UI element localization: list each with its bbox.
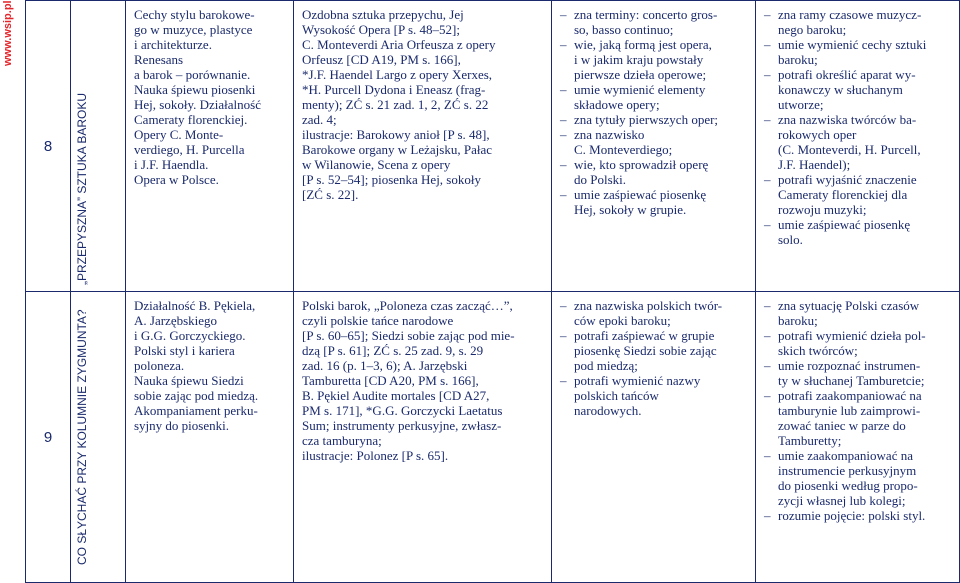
- requirement-text: umie zaśpiewać piosenkę: [778, 217, 911, 232]
- requirement-text: zna sytuację Polski czasów: [778, 298, 920, 313]
- requirement-item: – umie zaśpiewać piosenkę: [560, 187, 707, 202]
- lesson-materials-cell: [294, 292, 552, 583]
- materials-line: [ZĆ s. 22].: [302, 187, 359, 202]
- requirement-continuation: pod miedzą;: [574, 358, 638, 373]
- requirement-continuation: (C. Monteverdi, H. Purcell,: [778, 142, 921, 157]
- materials-line: Ozdobna sztuka przepychu, Jej: [302, 7, 464, 22]
- requirement-item: – zna sytuację Polski czasów: [764, 298, 920, 313]
- materials-line: [P s. 60–65]; Siedzi sobie zając pod mie-: [302, 328, 515, 343]
- requirement-item: – potrafi wymienić nazwy: [560, 373, 701, 388]
- requirement-continuation: instrumencie perkusyjnym: [778, 463, 917, 478]
- requirement-continuation: Tamburetty;: [778, 433, 842, 448]
- content-line: verdiego, H. Purcella: [134, 142, 245, 157]
- requirement-item: – potrafi zaśpiewać w grupie: [560, 328, 715, 343]
- lesson-topic-text: CO SŁYCHAĆ PRZY KOLUMNIE ZYGMUNTA?: [75, 309, 89, 565]
- content-line: poloneza.: [134, 358, 185, 373]
- requirement-item: – potrafi zaakompaniować na: [764, 388, 922, 403]
- requirement-item: – umie zaśpiewać piosenkę: [764, 217, 911, 232]
- content-line: Cechy stylu barokowe-: [134, 7, 255, 22]
- requirement-continuation: Hej, sokoły w grupie.: [574, 202, 687, 217]
- requirement-continuation: baroku;: [778, 313, 818, 328]
- lesson-materials-cell: [294, 1, 552, 292]
- lesson-topic: [71, 292, 126, 583]
- publisher-watermark: www.wsip.pl: [2, 0, 14, 66]
- requirement-continuation: polskich tańców: [574, 388, 659, 403]
- content-line: Hej, sokoły. Działalność: [134, 97, 261, 112]
- requirement-continuation: ców epoki baroku;: [574, 313, 671, 328]
- requirement-text: wie, kto sprowadził operę: [574, 157, 709, 172]
- requirement-continuation: zycji własnej lub kolegi;: [778, 493, 906, 508]
- requirement-item: – potrafi określić aparat wy-: [764, 67, 916, 82]
- requirement-text: zna nazwiska twórców ba-: [778, 112, 917, 127]
- content-line: Opera w Polsce.: [134, 172, 219, 187]
- table-row: [26, 1, 960, 292]
- requirement-text: potrafi wyjaśnić znaczenie: [778, 172, 917, 187]
- content-line: Nauka śpiewu Siedzi: [134, 373, 244, 388]
- lesson-number: 9: [26, 292, 71, 583]
- materials-line: Sum; instrumenty perkusyjne, zwłasz-: [302, 418, 502, 433]
- extended-requirements-cell: [756, 1, 960, 292]
- requirement-continuation: do piosenki według propo-: [778, 478, 918, 493]
- content-line: Cameraty florenckiej.: [134, 112, 248, 127]
- requirement-continuation: C. Monteverdiego;: [574, 142, 673, 157]
- requirement-continuation: solo.: [778, 232, 803, 247]
- content-line: Opery C. Monte-: [134, 127, 224, 142]
- requirement-item: – zna nazwiska polskich twór-: [560, 298, 723, 313]
- content-line: Nauka śpiewu piosenki: [134, 82, 256, 97]
- requirement-text: zna nazwisko: [574, 127, 645, 142]
- materials-line: zad. 4;: [302, 112, 337, 127]
- lesson-content-cell: [126, 1, 294, 292]
- lesson-content-cell: [126, 292, 294, 583]
- requirement-continuation: piosenkę Siedzi sobie zając: [574, 343, 717, 358]
- content-line: sobie zając pod miedzą.: [134, 388, 259, 403]
- content-line: Renesans: [134, 52, 184, 67]
- requirement-text: zna nazwiska polskich twór-: [574, 298, 723, 313]
- requirement-continuation: narodowych.: [574, 403, 642, 418]
- requirement-text: umie rozpoznać instrumen-: [778, 358, 921, 373]
- materials-line: Wysokość Opera [P s. 48–52];: [302, 22, 460, 37]
- requirement-continuation: zować taniec w parze do: [778, 418, 906, 433]
- requirement-text: wie, jaką formą jest opera,: [574, 37, 712, 52]
- materials-line: Orfeusz [CD A19, PM s. 166],: [302, 52, 461, 67]
- basic-requirements-cell: [552, 292, 756, 583]
- requirement-continuation: rozwoju muzyki;: [778, 202, 867, 217]
- requirement-text: umie zaśpiewać piosenkę: [574, 187, 707, 202]
- curriculum-table: [25, 0, 960, 583]
- materials-line: menty); ZĆ s. 21 zad. 1, 2, ZĆ s. 22: [302, 97, 489, 112]
- content-line: i G.G. Gorczyckiego.: [134, 328, 246, 343]
- basic-requirements-cell: [552, 1, 756, 292]
- content-line: a barok – porównanie.: [134, 67, 251, 82]
- requirement-item: – zna nazwisko: [560, 127, 645, 142]
- materials-line: cza tamburyna;: [302, 433, 382, 448]
- content-line: go w muzyce, plastyce: [134, 22, 253, 37]
- materials-line: *J.F. Haendel Largo z opery Xerxes,: [302, 67, 493, 82]
- content-line: Akompaniament perku-: [134, 403, 258, 418]
- materials-line: zad. 16 (p. 1–3, 6); A. Jarzębski: [302, 358, 468, 373]
- table-row: [26, 292, 960, 583]
- requirement-continuation: baroku;: [778, 52, 818, 67]
- requirement-continuation: ty w słuchanej Tamburetcie;: [778, 373, 925, 388]
- requirement-continuation: pierwsze dzieła operowe;: [574, 67, 707, 82]
- requirement-item: – potrafi wymienić dzieła pol-: [764, 328, 926, 343]
- requirement-text: potrafi zaśpiewać w grupie: [574, 328, 715, 343]
- materials-line: C. Monteverdi Aria Orfeusza z opery: [302, 37, 496, 52]
- requirement-continuation: so, basso continuo;: [574, 22, 674, 37]
- requirement-continuation: Cameraty florenckiej dla: [778, 187, 908, 202]
- requirement-continuation: utworze;: [778, 97, 824, 112]
- materials-line: w Wilanowie, Scena z opery: [302, 157, 451, 172]
- requirement-continuation: konawczy w słuchanym: [778, 82, 903, 97]
- content-line: i architekturze.: [134, 37, 212, 52]
- lesson-topic: [71, 1, 126, 292]
- materials-line: Tamburetta [CD A20, PM s. 166],: [302, 373, 479, 388]
- materials-line: ilustracje: Barokowy anioł [P s. 48],: [302, 127, 490, 142]
- requirement-continuation: skich twórców;: [778, 343, 858, 358]
- requirement-continuation: J.F. Haendel);: [778, 157, 851, 172]
- materials-line: PM s. 171], *G.G. Gorczycki Laetatus: [302, 403, 503, 418]
- requirement-continuation: nego baroku;: [778, 22, 847, 37]
- requirement-item: – rozumie pojęcie: polski styl.: [764, 508, 926, 523]
- lesson-topic-text: „PRZEPYSZNA” SZTUKA BAROKU: [75, 92, 89, 285]
- requirement-item: – umie wymienić elementy: [560, 82, 706, 97]
- requirement-item: – umie rozpoznać instrumen-: [764, 358, 921, 373]
- requirement-text: zna ramy czasowe muzycz-: [778, 7, 922, 22]
- requirement-text: potrafi określić aparat wy-: [778, 67, 916, 82]
- content-line: syjny do piosenki.: [134, 418, 229, 433]
- requirement-item: – potrafi wyjaśnić znaczenie: [764, 172, 917, 187]
- requirement-continuation: składowe opery;: [574, 97, 660, 112]
- materials-line: dzą [P s. 61]; ZĆ s. 25 zad. 9, s. 29: [302, 343, 484, 358]
- content-line: i J.F. Haendla.: [134, 157, 209, 172]
- materials-line: czyli polskie tańce narodowe: [302, 313, 454, 328]
- content-line: Polski styl i kariera: [134, 343, 235, 358]
- requirement-item: – wie, kto sprowadził operę: [560, 157, 709, 172]
- requirement-text: zna terminy: concerto gros-: [574, 7, 718, 22]
- materials-line: B. Pękiel Audite mortales [CD A27,: [302, 388, 490, 403]
- content-line: Działalność B. Pękiela,: [134, 298, 256, 313]
- materials-line: ilustracje: Polonez [P s. 65].: [302, 448, 449, 463]
- extended-requirements-cell: [756, 292, 960, 583]
- requirement-text: umie zaakompaniować na: [778, 448, 913, 463]
- requirement-item: – umie zaakompaniować na: [764, 448, 913, 463]
- requirement-text: potrafi zaakompaniować na: [778, 388, 922, 403]
- materials-line: [P s. 52–54]; piosenka Hej, sokoły: [302, 172, 481, 187]
- requirement-item: – zna terminy: concerto gros-: [560, 7, 718, 22]
- requirement-text: umie wymienić cechy sztuki: [778, 37, 927, 52]
- requirement-text: potrafi wymienić dzieła pol-: [778, 328, 926, 343]
- materials-line: Barokowe organy w Leżajsku, Pałac: [302, 142, 493, 157]
- requirement-text: potrafi wymienić nazwy: [574, 373, 701, 388]
- requirement-item: – zna nazwiska twórców ba-: [764, 112, 917, 127]
- requirement-text: umie wymienić elementy: [574, 82, 706, 97]
- requirement-item: – umie wymienić cechy sztuki: [764, 37, 927, 52]
- requirement-text: rozumie pojęcie: polski styl.: [778, 508, 926, 523]
- requirement-item: – zna tytuły pierwszych oper;: [560, 112, 719, 127]
- materials-line: Polski barok, „Poloneza czas zacząć…”,: [302, 298, 513, 313]
- requirement-continuation: i w jakim kraju powstały: [574, 52, 704, 67]
- materials-line: *H. Purcell Dydona i Eneasz (frag-: [302, 82, 486, 97]
- requirement-continuation: rokowych oper: [778, 127, 857, 142]
- lesson-number: 8: [26, 1, 71, 292]
- content-line: A. Jarzębskiego: [134, 313, 218, 328]
- requirement-text: zna tytuły pierwszych oper;: [574, 112, 719, 127]
- requirement-continuation: tamburynie lub zaimprowi-: [778, 403, 921, 418]
- requirement-item: – wie, jaką formą jest opera,: [560, 37, 712, 52]
- requirement-continuation: do Polski.: [574, 172, 627, 187]
- requirement-item: – zna ramy czasowe muzycz-: [764, 7, 922, 22]
